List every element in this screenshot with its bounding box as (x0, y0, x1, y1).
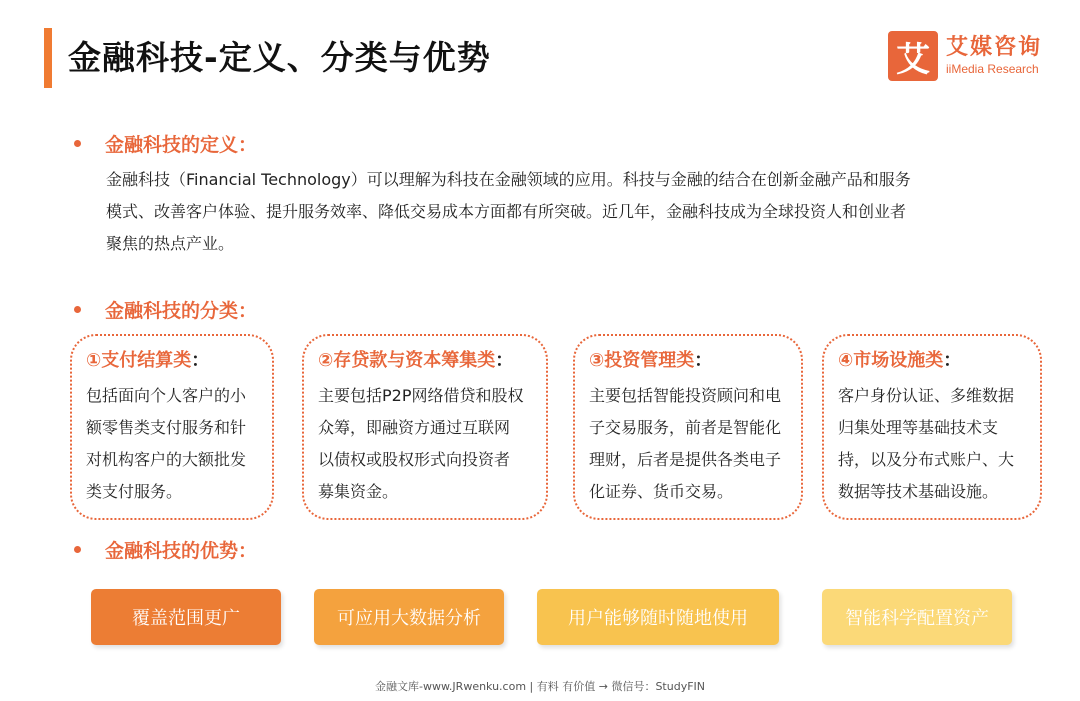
category-title-text: ①支付结算类 (86, 350, 192, 371)
definition-text (106, 164, 1006, 260)
category-title (86, 344, 260, 378)
category-card-payment (70, 334, 274, 520)
category-body (838, 380, 1028, 508)
advantage-item (314, 589, 504, 645)
category-line: 持，以及分布式账户、大 (838, 450, 1015, 469)
bullet-icon (74, 140, 81, 147)
category-title (838, 344, 1028, 378)
category-line: 类支付服务。 (86, 482, 183, 501)
iimedia-logo (888, 30, 1042, 82)
category-line: 化证券、货币交易。 (589, 482, 734, 501)
category-title-colon: ： (694, 350, 713, 371)
advantage-label: 覆盖范围更广 (132, 608, 240, 629)
title-accent-bar (44, 28, 52, 88)
definition-heading-text: 金融科技的定义： (105, 134, 258, 156)
category-body (318, 380, 534, 508)
definition-heading (74, 130, 257, 157)
category-body (589, 380, 789, 508)
logo-name-cn: 艾媒咨询 (946, 35, 1043, 60)
category-title-colon: ： (495, 350, 514, 371)
category-title-text: ②存贷款与资本筹集类 (318, 350, 496, 371)
footer-source: 金融文库-www.JRwenku.com | 有料 有价值 → 微信号：StudyFIN (374, 680, 706, 693)
definition-line: 金融科技（Financial Technology）可以理解为科技在金融领域的应用。科技与金融的结合在创新金融产品和服务 (106, 170, 911, 189)
category-line: 以债权或股权形式向投资者 (318, 450, 511, 469)
advantage-label: 用户能够随时随地使用 (568, 608, 748, 629)
advantage-item (822, 589, 1012, 645)
category-title (318, 344, 534, 378)
advantage-item (91, 589, 281, 645)
category-line: 子交易服务，前者是智能化 (589, 418, 782, 437)
category-line: 理财，后者是提供各类电子 (589, 450, 782, 469)
category-title-colon: ： (943, 350, 962, 371)
logo-name-en: iiMedia Research (946, 62, 1039, 76)
category-line: 对机构客户的大额批发 (86, 450, 247, 469)
advantages-heading (74, 536, 257, 563)
definition-line: 模式、改善客户体验、提升服务效率、降低交易成本方面都有所突破。近几年，金融科技成为全球投资人和创业者 (106, 202, 907, 221)
bullet-icon (74, 546, 81, 553)
category-card-lending (302, 334, 548, 520)
classification-heading (74, 296, 257, 323)
category-title-text: ④市场设施类 (838, 350, 944, 371)
category-line: 众筹，即融资方通过互联网 (318, 418, 511, 437)
category-body (86, 380, 260, 508)
advantage-label: 可应用大数据分析 (337, 608, 481, 629)
logo-mark: 艾 (888, 31, 938, 81)
page-title: 金融科技-定义、分类与优势 (68, 38, 491, 77)
logo-text (946, 35, 1042, 77)
advantage-item (537, 589, 779, 645)
advantage-label: 智能科学配置资产 (845, 608, 989, 629)
category-line: 数据等技术基础设施。 (838, 482, 999, 501)
category-line: 归集处理等基础技术支 (838, 418, 999, 437)
advantages-heading-text: 金融科技的优势： (105, 540, 258, 562)
category-line: 募集资金。 (318, 482, 399, 501)
category-line: 主要包括智能投资顾问和电 (589, 386, 782, 405)
category-card-infrastructure (822, 334, 1042, 520)
bullet-icon (74, 306, 81, 313)
classification-heading-text: 金融科技的分类： (105, 300, 258, 322)
category-line: 客户身份认证、多维数据 (838, 386, 1015, 405)
category-card-investment (573, 334, 803, 520)
category-line: 包括面向个人客户的小 (86, 386, 247, 405)
category-title-text: ③投资管理类 (589, 350, 695, 371)
category-line: 主要包括P2P网络借贷和股权 (318, 386, 524, 405)
category-line: 额零售类支付服务和针 (86, 418, 247, 437)
category-title (589, 344, 789, 378)
category-title-colon: ： (191, 350, 210, 371)
definition-line: 聚焦的热点产业。 (106, 234, 235, 253)
